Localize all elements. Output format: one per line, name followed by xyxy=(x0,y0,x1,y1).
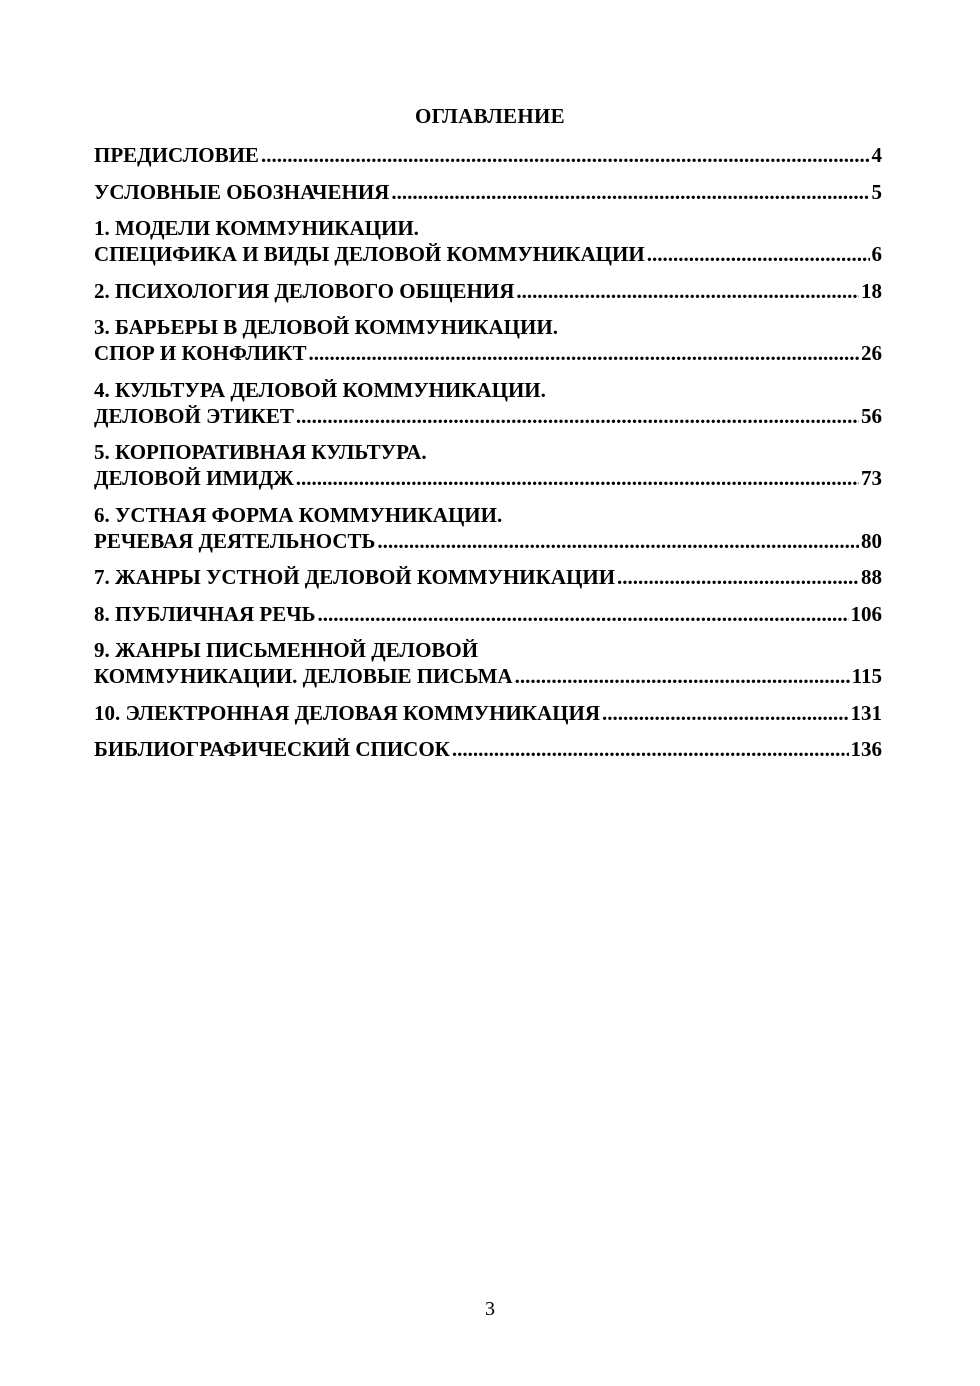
dot-leader xyxy=(377,528,859,554)
dot-leader xyxy=(617,564,859,590)
toc-page-number: 6 xyxy=(871,242,882,266)
toc-entry-title-line: УСЛОВНЫЕ ОБОЗНАЧЕНИЯ xyxy=(94,179,390,204)
toc-entry-row xyxy=(94,142,882,168)
toc-entry[interactable] xyxy=(94,142,882,168)
toc-entry[interactable] xyxy=(94,502,882,554)
toc-page-number: 131 xyxy=(850,700,882,725)
toc-entry-row xyxy=(94,241,882,267)
toc-entry-title-line: 9. ЖАНРЫ ПИСЬМЕННОЙ ДЕЛОВОЙ xyxy=(94,638,479,662)
dot-leader xyxy=(647,241,870,267)
table-of-contents xyxy=(94,142,882,773)
toc-entry-title-line: 5. КОРПОРАТИВНАЯ КУЛЬТУРА. xyxy=(94,440,427,464)
dot-leader xyxy=(452,736,849,762)
toc-entry-title-line: ПРЕДИСЛОВИЕ xyxy=(94,143,259,167)
toc-page-number: 4 xyxy=(871,143,882,167)
toc-entry-title-line: 10. ЭЛЕКТРОННАЯ ДЕЛОВАЯ КОММУНИКАЦИЯ xyxy=(94,700,601,725)
toc-entry[interactable] xyxy=(94,439,882,491)
toc-page-number: 115 xyxy=(851,664,882,688)
toc-entry[interactable] xyxy=(94,564,882,590)
toc-page-number: 136 xyxy=(850,737,882,761)
toc-entry[interactable] xyxy=(94,215,882,267)
toc-entry-title-line: БИБЛИОГРАФИЧЕСКИЙ СПИСОК xyxy=(94,737,450,761)
toc-entry-title-line: 2. ПСИХОЛОГИЯ ДЕЛОВОГО ОБЩЕНИЯ xyxy=(94,278,515,303)
toc-entry-title-line: 3. БАРЬЕРЫ В ДЕЛОВОЙ КОММУНИКАЦИИ. xyxy=(94,315,558,339)
toc-entry-row xyxy=(94,465,882,491)
toc-entry[interactable] xyxy=(94,637,882,689)
page-number: 3 xyxy=(485,1298,495,1320)
toc-page-number: 73 xyxy=(861,466,882,490)
toc-page-number: 106 xyxy=(850,601,882,626)
dot-leader xyxy=(391,179,869,205)
toc-page-number: 88 xyxy=(861,565,882,589)
toc-entry-title-line: 4. КУЛЬТУРА ДЕЛОВОЙ КОММУНИКАЦИИ. xyxy=(94,377,546,402)
dot-leader xyxy=(296,465,859,491)
toc-entry-title-line: 7. ЖАНРЫ УСТНОЙ ДЕЛОВОЙ КОММУНИКАЦИИ xyxy=(94,565,616,589)
toc-entry-title-line: 8. ПУБЛИЧНАЯ РЕЧЬ xyxy=(94,601,316,626)
toc-entry-row xyxy=(94,278,882,304)
toc-entry-row xyxy=(94,340,882,366)
toc-entry-title-line: РЕЧЕВАЯ ДЕЯТЕЛЬНОСТЬ xyxy=(94,528,376,553)
toc-entry[interactable] xyxy=(94,179,882,205)
toc-page-number: 18 xyxy=(861,278,882,303)
dot-leader xyxy=(602,700,848,726)
toc-entry-row xyxy=(94,736,882,762)
toc-entry[interactable] xyxy=(94,377,882,429)
toc-entry-row xyxy=(94,564,882,590)
toc-entry-title-line: 1. МОДЕЛИ КОММУНИКАЦИИ. xyxy=(94,216,419,240)
toc-page-number: 80 xyxy=(861,528,882,553)
toc-entry-title-line: ДЕЛОВОЙ ИМИДЖ xyxy=(94,466,294,490)
dot-leader xyxy=(261,142,870,168)
toc-entry-title-line: СПЕЦИФИКА И ВИДЫ ДЕЛОВОЙ КОММУНИКАЦИИ xyxy=(94,242,645,266)
toc-entry-title-line: КОММУНИКАЦИИ. ДЕЛОВЫЕ ПИСЬМА xyxy=(94,664,513,688)
toc-entry-row xyxy=(94,601,882,627)
toc-page-number: 56 xyxy=(861,403,882,428)
toc-page-number: 26 xyxy=(861,341,882,365)
toc-entry-row xyxy=(94,403,882,429)
toc-entry-row xyxy=(94,179,882,205)
toc-entry-title-line: СПОР И КОНФЛИКТ xyxy=(94,341,307,365)
dot-leader xyxy=(515,663,850,689)
toc-entry-row xyxy=(94,663,882,689)
dot-leader xyxy=(318,601,849,627)
dot-leader xyxy=(516,278,859,304)
toc-entry[interactable] xyxy=(94,700,882,726)
toc-entry-title-line: 6. УСТНАЯ ФОРМА КОММУНИКАЦИИ. xyxy=(94,502,503,527)
toc-entry-title-line: ДЕЛОВОЙ ЭТИКЕТ xyxy=(94,403,294,428)
toc-entry-row xyxy=(94,528,882,554)
page-title: ОГЛАВЛЕНИЕ xyxy=(415,104,565,128)
toc-entry[interactable] xyxy=(94,314,882,366)
toc-page-number: 5 xyxy=(871,179,882,204)
toc-entry[interactable] xyxy=(94,601,882,627)
toc-entry-row xyxy=(94,700,882,726)
toc-entry[interactable] xyxy=(94,736,882,762)
toc-entry[interactable] xyxy=(94,278,882,304)
dot-leader xyxy=(296,403,859,429)
dot-leader xyxy=(309,340,859,366)
